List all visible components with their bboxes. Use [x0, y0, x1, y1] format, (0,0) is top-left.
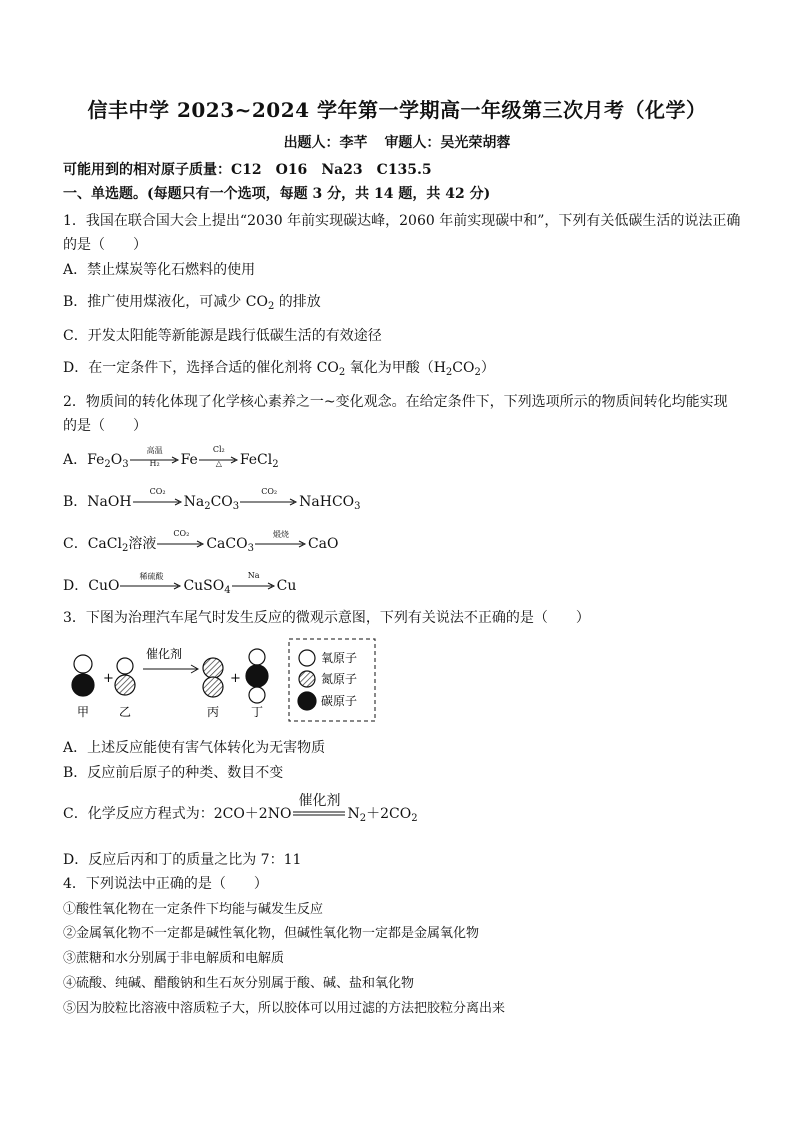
q1-stem-2: 的是（ ）: [63, 237, 147, 253]
oxygen-atom: [74, 655, 92, 673]
mass-cl: C135.5: [376, 162, 432, 178]
reaction-arrow: CO₂: [133, 498, 183, 506]
reaction-micro-diagram: [63, 636, 383, 726]
label-ding: 丁: [251, 705, 264, 719]
q4-item-3: ③蔗糖和水分别属于非电解质和电解质: [63, 951, 285, 966]
q4-item-1: ①酸性氧化物在一定条件下均能与碱发生反应: [63, 902, 324, 917]
q4-item-5: ⑤因为胶粒比溶液中溶质粒子大，所以胶体可以用过滤的方法把胶粒分离出来: [63, 1001, 506, 1016]
q1-stem-1: 1．我国在联合国大会上提出“2030 年前实现碳达峰，2060 年前实现碳中和”，下列有关低碳生活的说法正确: [63, 213, 741, 229]
reaction-arrow: Na: [232, 582, 276, 590]
carbon-atom: [72, 674, 94, 696]
plus-sign: +: [230, 671, 241, 686]
q2-stem-2: 的是（ ）: [63, 418, 147, 434]
q3-option-c: C．化学反应方程式为：2CO＋2NO 催化剂 $N_2+2CO_2$: [63, 793, 418, 824]
carbon-atom: [246, 665, 268, 687]
nitrogen-atom: [203, 658, 223, 678]
q1-option-c: C．开发太阳能等新能源是践行低碳生活的有效途径: [63, 328, 382, 344]
q2-option-a: A．$Fe_2O_3$ 高温 H₂ Fe Cl₂ △ FeCl$_2$: [63, 445, 279, 470]
reaction-arrow: 煅烧: [255, 540, 307, 548]
q4-item-2: ②金属氧化物不一定都是碱性氧化物，但碱性氧化物一定都是金属氧化物: [63, 926, 480, 941]
q2-option-b: B．NaOH CO₂ $Na_2CO_3$ CO₂ NaHCO$_3$: [63, 487, 361, 512]
reaction-arrow: CO₂: [157, 540, 205, 548]
legend-oxygen-icon: [299, 650, 315, 666]
reviewer: 审题人：吴光荣胡蓉: [384, 135, 511, 151]
nitrogen-atom: [203, 677, 223, 697]
catalyst-equals: 催化剂: [298, 793, 341, 809]
oxygen-atom: [249, 687, 265, 703]
q2-stem-1: 2．物质间的转化体现了化学核心素养之一~变化观念。在给定条件下，下列选项所示的物质间转化均能实现: [63, 394, 728, 410]
q2-option-c: C．CaCl$_2$溶液 CO₂ CaCO$_3$ 煅烧 CaO: [63, 529, 339, 554]
q1-option-a: A．禁止煤炭等化石燃料的使用: [63, 262, 256, 278]
q1-option-b: B．推广使用煤液化，可减少 $CO_2$ 的排放: [63, 294, 321, 312]
oxygen-atom: [117, 658, 133, 674]
q2-option-d: D．CuO 稀硫酸 CuSO$_4$ Na Cu: [63, 571, 297, 596]
label-jia: 甲: [77, 705, 90, 719]
legend-carbon-icon: [298, 692, 316, 710]
legend-nitrogen-icon: [299, 671, 315, 687]
reaction-arrow: 高温 H₂: [130, 456, 180, 464]
reaction-arrow: CO₂: [240, 498, 298, 506]
q1-option-d: D．在一定条件下，选择合适的催化剂将 $CO_2$ 氧化为甲酸$(H_2CO_2)$: [63, 360, 495, 378]
label-yi: 乙: [119, 705, 132, 719]
exam-authors: [0, 132, 794, 152]
legend-carbon-label: 碳原子: [321, 694, 358, 708]
label-bing: 丙: [207, 705, 220, 719]
setter: 出题人：李芊: [283, 135, 368, 151]
nitrogen-atom: [115, 675, 135, 695]
reaction-arrow: Cl₂ △: [199, 456, 239, 464]
q4-stem: 4．下列说法中正确的是（ ）: [63, 876, 268, 892]
mass-na: Na23: [321, 162, 363, 178]
q3-option-a: A．上述反应能使有害气体转化为无害物质: [63, 740, 326, 756]
q3-stem: 3．下图为治理汽车尾气时发生反应的微观示意图，下列有关说法不正确的是（ ）: [63, 610, 590, 626]
mass-o: O16: [275, 162, 308, 178]
catalyst-label: 催化剂: [146, 647, 183, 661]
legend-nitrogen-label: 氮原子: [321, 672, 358, 686]
oxygen-atom: [249, 649, 265, 665]
reaction-arrow: 稀硫酸: [120, 582, 182, 590]
mass-c: C12: [231, 162, 262, 178]
q4-item-4: ④硫酸、纯碱、醋酸钠和生石灰分别属于酸、碱、盐和氧化物: [63, 976, 415, 991]
section-heading: 一、单选题。(每题只有一个选项，每题 3 分，共 14 题，共 42 分): [63, 186, 491, 202]
q3-option-b: B．反应前后原子的种类、数目不变: [63, 765, 284, 781]
exam-title: 信丰中学 2023~2024 学年第一学期高一年级第三次月考（化学）: [87, 98, 707, 122]
legend-oxygen-label: 氧原子: [321, 651, 358, 665]
atomic-masses: [63, 159, 446, 179]
q3-option-d: D．反应后丙和丁的质量之比为 7：11: [63, 852, 302, 868]
plus-sign: +: [103, 671, 114, 686]
masses-label: 可能用到的相对原子质量：: [63, 162, 231, 178]
